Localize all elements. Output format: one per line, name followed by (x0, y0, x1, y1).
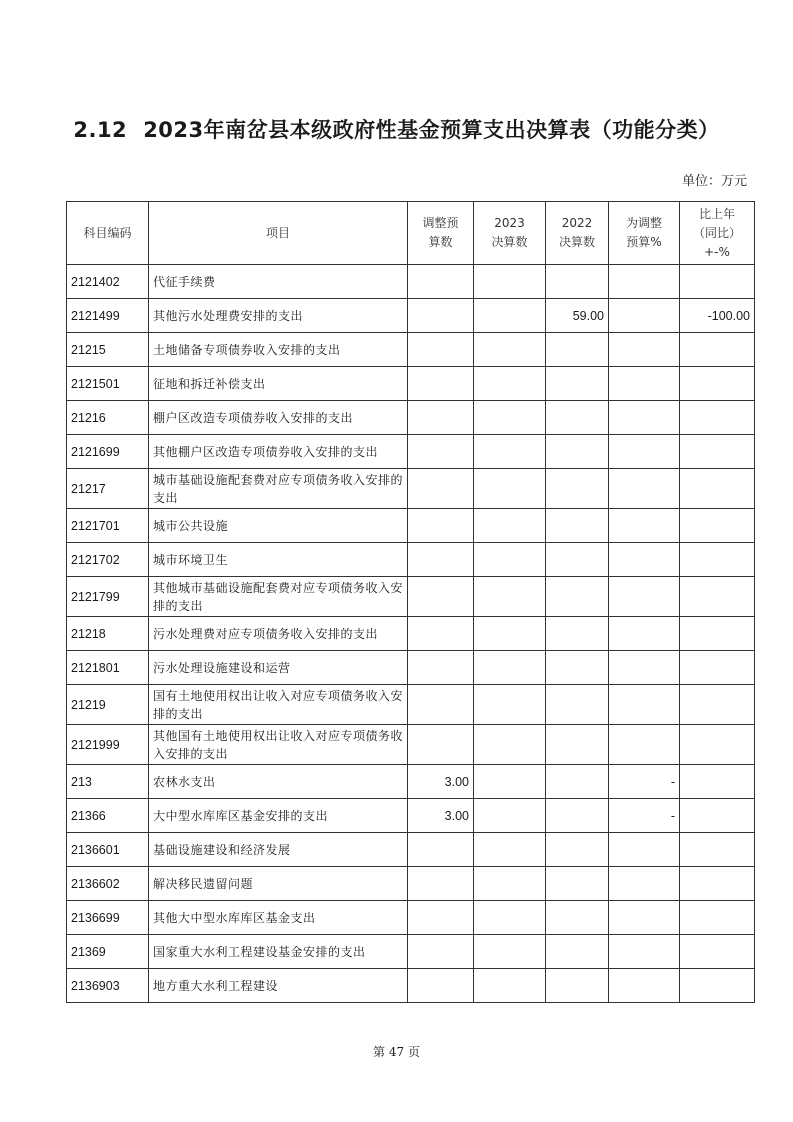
cell-pct-budget (609, 469, 680, 509)
cell-code: 2121499 (67, 299, 149, 333)
header-adjusted-budget-line2: 算数 (428, 235, 453, 249)
title-number: 2.12 (73, 118, 128, 142)
cell-adjusted-budget (408, 265, 474, 299)
cell-yoy (680, 469, 755, 509)
header-pct-budget-line2: 预算% (626, 235, 662, 249)
header-adjusted-budget-line1: 调整预 (422, 216, 459, 230)
cell-pct-budget (609, 401, 680, 435)
table-row (67, 935, 755, 969)
cell-pct-budget (609, 969, 680, 1003)
cell-item: 代征手续费 (149, 265, 408, 299)
header-final-2022 (546, 202, 609, 265)
cell-final-2022 (546, 435, 609, 469)
cell-yoy (680, 401, 755, 435)
cell-pct-budget (609, 651, 680, 685)
cell-final-2023 (474, 265, 546, 299)
cell-adjusted-budget (408, 867, 474, 901)
cell-code: 21219 (67, 685, 149, 725)
table-row (67, 867, 755, 901)
cell-final-2022 (546, 265, 609, 299)
cell-code: 2121402 (67, 265, 149, 299)
cell-pct-budget (609, 333, 680, 367)
cell-item: 其他国有土地使用权出让收入对应专项债务收入安排的支出 (149, 725, 408, 765)
cell-adjusted-budget (408, 543, 474, 577)
header-item: 项目 (149, 202, 408, 265)
cell-item: 城市基础设施配套费对应专项债务收入安排的支出 (149, 469, 408, 509)
cell-final-2022: 59.00 (546, 299, 609, 333)
cell-final-2023 (474, 867, 546, 901)
cell-final-2022 (546, 617, 609, 651)
cell-code: 21215 (67, 333, 149, 367)
cell-yoy (680, 901, 755, 935)
cell-code: 2121799 (67, 577, 149, 617)
cell-item: 国家重大水利工程建设基金安排的支出 (149, 935, 408, 969)
cell-final-2022 (546, 725, 609, 765)
cell-adjusted-budget (408, 969, 474, 1003)
table-row (67, 765, 755, 799)
cell-yoy (680, 935, 755, 969)
cell-item: 解决移民遗留问题 (149, 867, 408, 901)
cell-yoy (680, 867, 755, 901)
cell-yoy (680, 799, 755, 833)
table-row (67, 469, 755, 509)
cell-final-2022 (546, 901, 609, 935)
cell-yoy (680, 333, 755, 367)
cell-yoy (680, 577, 755, 617)
table-row (67, 799, 755, 833)
cell-code: 2121701 (67, 509, 149, 543)
cell-code: 2136903 (67, 969, 149, 1003)
cell-final-2023 (474, 299, 546, 333)
header-yoy (680, 202, 755, 265)
cell-final-2022 (546, 401, 609, 435)
cell-final-2023 (474, 765, 546, 799)
cell-yoy (680, 725, 755, 765)
cell-adjusted-budget (408, 469, 474, 509)
cell-final-2023 (474, 367, 546, 401)
table-row (67, 651, 755, 685)
cell-pct-budget (609, 299, 680, 333)
cell-final-2022 (546, 367, 609, 401)
cell-final-2023 (474, 509, 546, 543)
cell-final-2023 (474, 725, 546, 765)
cell-final-2022 (546, 509, 609, 543)
table-row (67, 685, 755, 725)
cell-yoy (680, 685, 755, 725)
cell-final-2022 (546, 799, 609, 833)
cell-final-2022 (546, 577, 609, 617)
title-text: 2023年南岔县本级政府性基金预算支出决算表（功能分类） (143, 118, 720, 142)
cell-code: 21218 (67, 617, 149, 651)
cell-adjusted-budget (408, 577, 474, 617)
cell-final-2022 (546, 867, 609, 901)
cell-item: 基础设施建设和经济发展 (149, 833, 408, 867)
cell-pct-budget (609, 867, 680, 901)
cell-yoy (680, 367, 755, 401)
table-row (67, 833, 755, 867)
cell-adjusted-budget (408, 833, 474, 867)
cell-adjusted-budget (408, 935, 474, 969)
cell-final-2022 (546, 935, 609, 969)
cell-adjusted-budget (408, 333, 474, 367)
header-adjusted-budget (408, 202, 474, 265)
cell-pct-budget: - (609, 765, 680, 799)
cell-pct-budget (609, 543, 680, 577)
cell-code: 2121702 (67, 543, 149, 577)
cell-pct-budget: - (609, 799, 680, 833)
cell-code: 21366 (67, 799, 149, 833)
cell-final-2023 (474, 935, 546, 969)
table-row (67, 725, 755, 765)
table-row (67, 299, 755, 333)
cell-final-2023 (474, 401, 546, 435)
cell-item: 其他大中型水库库区基金支出 (149, 901, 408, 935)
cell-adjusted-budget (408, 685, 474, 725)
cell-adjusted-budget (408, 509, 474, 543)
table-row (67, 901, 755, 935)
cell-code: 213 (67, 765, 149, 799)
cell-pct-budget (609, 901, 680, 935)
cell-item: 其他棚户区改造专项债券收入安排的支出 (149, 435, 408, 469)
header-final-2023 (474, 202, 546, 265)
cell-item: 征地和拆迁补偿支出 (149, 367, 408, 401)
cell-adjusted-budget (408, 725, 474, 765)
cell-final-2023 (474, 799, 546, 833)
cell-item: 农林水支出 (149, 765, 408, 799)
cell-adjusted-budget (408, 435, 474, 469)
cell-pct-budget (609, 685, 680, 725)
cell-item: 大中型水库库区基金安排的支出 (149, 799, 408, 833)
table-row (67, 577, 755, 617)
cell-item: 城市环境卫生 (149, 543, 408, 577)
header-final-2023-line1: 2023 (494, 216, 525, 230)
cell-item: 城市公共设施 (149, 509, 408, 543)
cell-adjusted-budget (408, 401, 474, 435)
cell-adjusted-budget (408, 299, 474, 333)
cell-item: 污水处理费对应专项债务收入安排的支出 (149, 617, 408, 651)
cell-yoy (680, 265, 755, 299)
cell-pct-budget (609, 435, 680, 469)
cell-final-2023 (474, 617, 546, 651)
table-row (67, 617, 755, 651)
cell-yoy (680, 543, 755, 577)
table-body (67, 265, 755, 1003)
cell-final-2023 (474, 969, 546, 1003)
cell-final-2023 (474, 543, 546, 577)
header-code: 科目编码 (67, 202, 149, 265)
cell-code: 2136601 (67, 833, 149, 867)
cell-item: 其他污水处理费安排的支出 (149, 299, 408, 333)
cell-yoy (680, 617, 755, 651)
cell-pct-budget (609, 935, 680, 969)
cell-final-2023 (474, 901, 546, 935)
cell-yoy (680, 509, 755, 543)
cell-code: 21216 (67, 401, 149, 435)
cell-final-2022 (546, 833, 609, 867)
cell-final-2023 (474, 577, 546, 617)
cell-item: 其他城市基础设施配套费对应专项债务收入安排的支出 (149, 577, 408, 617)
page-title (0, 114, 793, 144)
cell-pct-budget (609, 367, 680, 401)
unit-label: 单位：万元 (681, 174, 747, 189)
cell-item: 国有土地使用权出让收入对应专项债务收入安排的支出 (149, 685, 408, 725)
header-final-2023-line2: 决算数 (491, 235, 528, 249)
cell-item: 土地储备专项债券收入安排的支出 (149, 333, 408, 367)
cell-final-2022 (546, 469, 609, 509)
cell-code: 2136602 (67, 867, 149, 901)
cell-pct-budget (609, 509, 680, 543)
cell-adjusted-budget: 3.00 (408, 765, 474, 799)
cell-adjusted-budget (408, 367, 474, 401)
cell-code: 21369 (67, 935, 149, 969)
expenditure-table (66, 201, 755, 1003)
cell-item: 污水处理设施建设和运营 (149, 651, 408, 685)
cell-yoy (680, 765, 755, 799)
cell-yoy: -100.00 (680, 299, 755, 333)
cell-final-2023 (474, 685, 546, 725)
header-pct-budget-line1: 为调整 (625, 216, 662, 230)
cell-final-2023 (474, 651, 546, 685)
cell-final-2023 (474, 469, 546, 509)
table-row (67, 543, 755, 577)
header-yoy-line1: 比上年 (698, 206, 735, 221)
cell-yoy (680, 435, 755, 469)
cell-yoy (680, 833, 755, 867)
cell-code: 2136699 (67, 901, 149, 935)
cell-adjusted-budget: 3.00 (408, 799, 474, 833)
table-row (67, 435, 755, 469)
page-number: 第 47 页 (373, 1045, 420, 1059)
cell-final-2022 (546, 333, 609, 367)
cell-pct-budget (609, 577, 680, 617)
cell-final-2022 (546, 969, 609, 1003)
cell-final-2022 (546, 685, 609, 725)
cell-adjusted-budget (408, 651, 474, 685)
cell-code: 2121801 (67, 651, 149, 685)
cell-item: 地方重大水利工程建设 (149, 969, 408, 1003)
cell-item: 棚户区改造专项债券收入安排的支出 (149, 401, 408, 435)
cell-code: 2121999 (67, 725, 149, 765)
table-row (67, 265, 755, 299)
cell-code: 2121501 (67, 367, 149, 401)
header-final-2022-line2: 决算数 (558, 235, 595, 249)
table-row (67, 333, 755, 367)
table-row (67, 401, 755, 435)
cell-yoy (680, 651, 755, 685)
header-pct-budget (609, 202, 680, 265)
cell-final-2023 (474, 435, 546, 469)
cell-pct-budget (609, 725, 680, 765)
cell-pct-budget (609, 833, 680, 867)
cell-final-2022 (546, 543, 609, 577)
table-row (67, 509, 755, 543)
header-final-2022-line1: 2022 (561, 216, 593, 230)
cell-code: 21217 (67, 469, 149, 509)
header-yoy-line2: （同比） (692, 225, 741, 240)
cell-final-2022 (546, 765, 609, 799)
cell-adjusted-budget (408, 617, 474, 651)
cell-adjusted-budget (408, 901, 474, 935)
cell-pct-budget (609, 265, 680, 299)
cell-code: 2121699 (67, 435, 149, 469)
cell-yoy (680, 969, 755, 1003)
header-yoy-line3: +-% (704, 244, 730, 259)
table-row (67, 367, 755, 401)
cell-final-2023 (474, 833, 546, 867)
cell-final-2023 (474, 333, 546, 367)
cell-pct-budget (609, 617, 680, 651)
header-row (67, 202, 755, 265)
cell-final-2022 (546, 651, 609, 685)
table-row (67, 969, 755, 1003)
